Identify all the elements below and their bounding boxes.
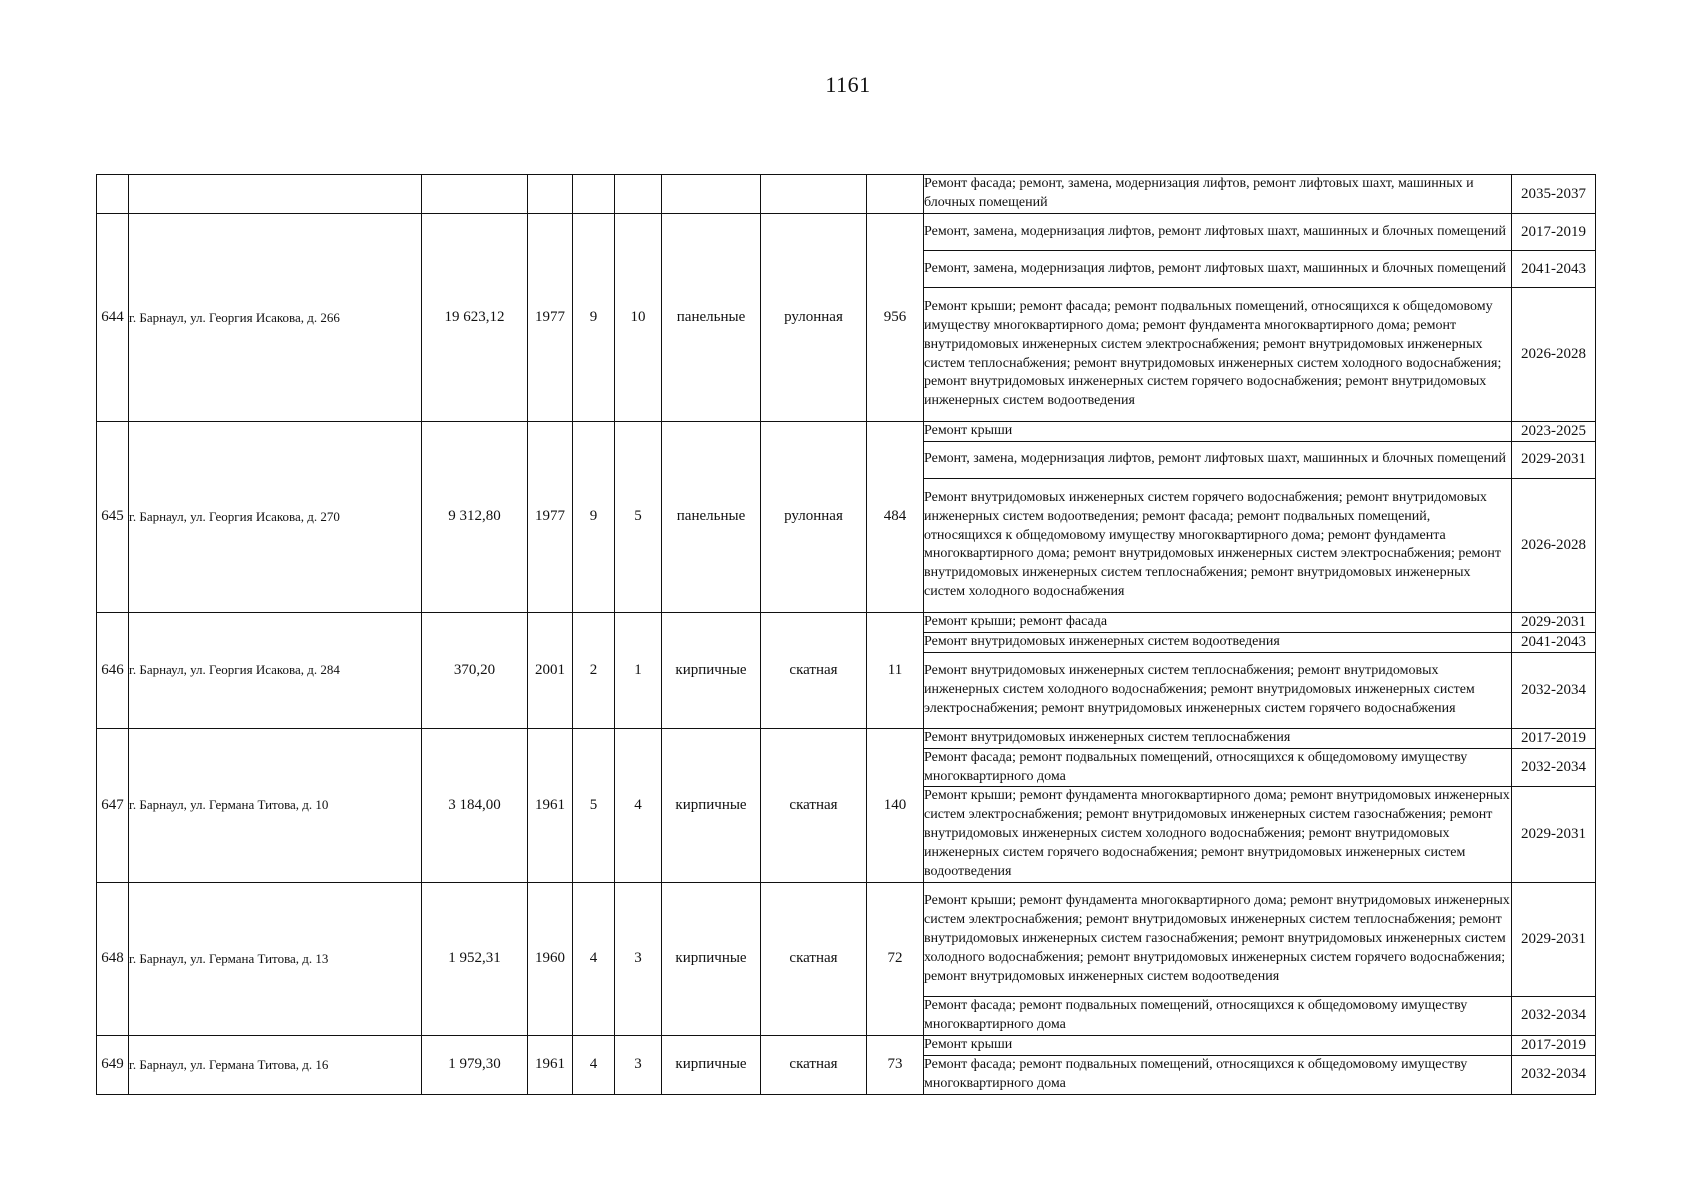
house-floors: 4 (573, 1035, 615, 1094)
residents-count: 11 (867, 612, 924, 728)
roof-type (761, 175, 867, 214)
wall-material: кирпичные (662, 612, 761, 728)
table-row (97, 422, 1596, 442)
wall-material: кирпичные (662, 728, 761, 882)
repair-period: 2029-2031 (1512, 612, 1596, 632)
house-year (528, 175, 573, 214)
house-address: г. Барнаул, ул. Георгия Исакова, д. 270 (129, 422, 422, 613)
house-year: 1960 (528, 882, 573, 1035)
house-address: г. Барнаул, ул. Германа Титова, д. 10 (129, 728, 422, 882)
table-row (97, 1035, 1596, 1055)
house-floors: 4 (573, 882, 615, 1035)
house-year: 1977 (528, 422, 573, 613)
residents-count (867, 175, 924, 214)
house-address: г. Барнаул, ул. Георгия Исакова, д. 266 (129, 214, 422, 422)
house-address: г. Барнаул, ул. Георгия Исакова, д. 284 (129, 612, 422, 728)
wall-material: кирпичные (662, 1035, 761, 1094)
house-area: 19 623,12 (422, 214, 528, 422)
repair-work-description: Ремонт крыши; ремонт фундамента многоквартирного дома; ремонт внутридомовых инженерных систем электроснабжения; ремонт внутридомовых инженерных систем газоснабжения; ремонт внутридомовых инженерных систем холодного водоснабжения; ремонт внутридомовых инженерных систем горячего водоснабжения; ремонт внутридомовых инженерных систем водоотведения (924, 787, 1512, 883)
house-floors (573, 175, 615, 214)
house-floors: 5 (573, 728, 615, 882)
house-year: 2001 (528, 612, 573, 728)
wall-material (662, 175, 761, 214)
repair-work-description: Ремонт фасада; ремонт подвальных помещений, относящихся к общедомовому имуществу многоквартирного дома (924, 996, 1512, 1035)
repair-work-description: Ремонт фасада; ремонт подвальных помещений, относящихся к общедомовому имуществу многоквартирного дома (924, 1055, 1512, 1094)
repair-period: 2032-2034 (1512, 996, 1596, 1035)
repair-work-description: Ремонт фасада; ремонт, замена, модернизация лифтов, ремонт лифтовых шахт, машинных и блочных помещений (924, 175, 1512, 214)
house-area: 1 952,31 (422, 882, 528, 1035)
roof-type: скатная (761, 882, 867, 1035)
repair-work-description: Ремонт крыши (924, 1035, 1512, 1055)
house-entrances: 3 (615, 882, 662, 1035)
residents-count: 140 (867, 728, 924, 882)
house-floors: 9 (573, 214, 615, 422)
repair-period: 2041-2043 (1512, 251, 1596, 288)
residents-count: 956 (867, 214, 924, 422)
house-area (422, 175, 528, 214)
repair-period: 2023-2025 (1512, 422, 1596, 442)
table-row (97, 728, 1596, 748)
residents-count: 73 (867, 1035, 924, 1094)
table-row (97, 175, 1596, 214)
house-area: 1 979,30 (422, 1035, 528, 1094)
roof-type: рулонная (761, 422, 867, 613)
repair-period: 2029-2031 (1512, 441, 1596, 478)
house-address (129, 175, 422, 214)
house-number: 646 (97, 612, 129, 728)
repair-work-description: Ремонт, замена, модернизация лифтов, ремонт лифтовых шахт, машинных и блочных помещений (924, 441, 1512, 478)
house-entrances: 5 (615, 422, 662, 613)
repair-work-description: Ремонт крыши; ремонт фундамента многоквартирного дома; ремонт внутридомовых инженерных систем электроснабжения; ремонт внутридомовых инженерных систем теплоснабжения; ремонт внутридомовых инженерных систем газоснабжения; ремонт внутридомовых инженерных систем холодного водоснабжения; ремонт внутридомовых инженерных систем горячего водоснабжения; ремонт внутридомовых инженерных систем водоотведения (924, 882, 1512, 996)
house-floors: 2 (573, 612, 615, 728)
repair-work-description: Ремонт внутридомовых инженерных систем теплоснабжения (924, 728, 1512, 748)
house-area: 3 184,00 (422, 728, 528, 882)
house-year: 1961 (528, 1035, 573, 1094)
house-area: 9 312,80 (422, 422, 528, 613)
repair-plan-table-wrap (96, 174, 1596, 1095)
repair-period: 2026-2028 (1512, 288, 1596, 422)
house-year: 1961 (528, 728, 573, 882)
roof-type: рулонная (761, 214, 867, 422)
repair-work-description: Ремонт внутридомовых инженерных систем горячего водоснабжения; ремонт внутридомовых инженерных систем водоотведения; ремонт фасада; ремонт подвальных помещений, относящихся к общедомовому имуществу многоквартирного дома; ремонт фундамента многоквартирного дома; ремонт внутридомовых инженерных систем электроснабжения; ремонт внутридомовых инженерных систем теплоснабжения; ремонт внутридомовых инженерных систем холодного водоснабжения (924, 478, 1512, 612)
house-year: 1977 (528, 214, 573, 422)
repair-period: 2017-2019 (1512, 1035, 1596, 1055)
house-entrances (615, 175, 662, 214)
wall-material: панельные (662, 214, 761, 422)
repair-period: 2017-2019 (1512, 214, 1596, 251)
house-entrances: 4 (615, 728, 662, 882)
wall-material: кирпичные (662, 882, 761, 1035)
repair-period: 2029-2031 (1512, 787, 1596, 883)
wall-material: панельные (662, 422, 761, 613)
repair-period: 2017-2019 (1512, 728, 1596, 748)
house-area: 370,20 (422, 612, 528, 728)
repair-work-description: Ремонт внутридомовых инженерных систем теплоснабжения; ремонт внутридомовых инженерных систем холодного водоснабжения; ремонт внутридомовых инженерных систем электроснабжения; ремонт внутридомовых инженерных систем горячего водоснабжения (924, 652, 1512, 728)
residents-count: 484 (867, 422, 924, 613)
table-row (97, 612, 1596, 632)
house-address: г. Барнаул, ул. Германа Титова, д. 13 (129, 882, 422, 1035)
repair-period: 2032-2034 (1512, 652, 1596, 728)
repair-period: 2026-2028 (1512, 478, 1596, 612)
residents-count: 72 (867, 882, 924, 1035)
page-number: 1161 (825, 72, 871, 97)
house-entrances: 3 (615, 1035, 662, 1094)
repair-period: 2029-2031 (1512, 882, 1596, 996)
repair-work-description: Ремонт внутридомовых инженерных систем водоотведения (924, 632, 1512, 652)
house-number: 645 (97, 422, 129, 613)
repair-work-description: Ремонт фасада; ремонт подвальных помещений, относящихся к общедомовому имуществу многоквартирного дома (924, 748, 1512, 787)
repair-work-description: Ремонт, замена, модернизация лифтов, ремонт лифтовых шахт, машинных и блочных помещений (924, 251, 1512, 288)
house-number: 647 (97, 728, 129, 882)
roof-type: скатная (761, 612, 867, 728)
repair-period: 2041-2043 (1512, 632, 1596, 652)
house-number (97, 175, 129, 214)
table-row (97, 214, 1596, 251)
repair-work-description: Ремонт крыши (924, 422, 1512, 442)
repair-period: 2032-2034 (1512, 748, 1596, 787)
repair-work-description: Ремонт крыши; ремонт фасада; ремонт подвальных помещений, относящихся к общедомовому имуществу многоквартирного дома; ремонт фундамента многоквартирного дома; ремонт внутридомовых инженерных систем электроснабжения; ремонт внутридомовых инженерных систем теплоснабжения; ремонт внутридомовых инженерных систем холодного водоснабжения; ремонт внутридомовых инженерных систем горячего водоснабжения; ремонт внутридомовых инженерных систем водоотведения (924, 288, 1512, 422)
table-row (97, 882, 1596, 996)
house-address: г. Барнаул, ул. Германа Титова, д. 16 (129, 1035, 422, 1094)
repair-plan-table (96, 174, 1596, 1095)
house-floors: 9 (573, 422, 615, 613)
house-entrances: 1 (615, 612, 662, 728)
roof-type: скатная (761, 728, 867, 882)
house-entrances: 10 (615, 214, 662, 422)
house-number: 649 (97, 1035, 129, 1094)
repair-work-description: Ремонт крыши; ремонт фасада (924, 612, 1512, 632)
roof-type: скатная (761, 1035, 867, 1094)
repair-period: 2032-2034 (1512, 1055, 1596, 1094)
repair-work-description: Ремонт, замена, модернизация лифтов, ремонт лифтовых шахт, машинных и блочных помещений (924, 214, 1512, 251)
repair-period: 2035-2037 (1512, 175, 1596, 214)
house-number: 648 (97, 882, 129, 1035)
house-number: 644 (97, 214, 129, 422)
